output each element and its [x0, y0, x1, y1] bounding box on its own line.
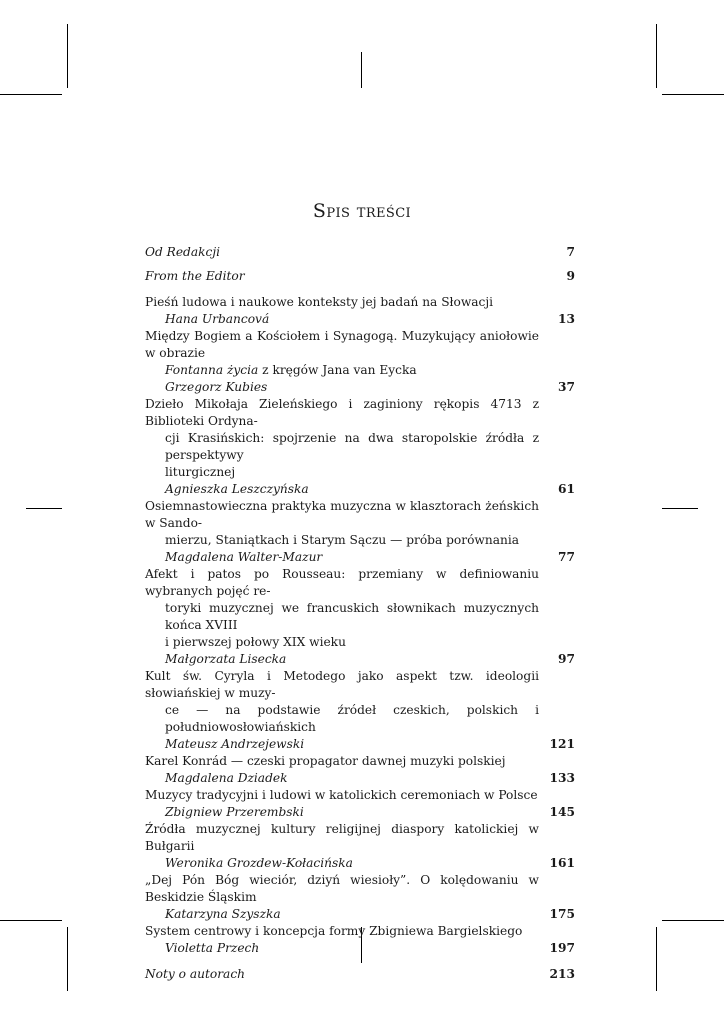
- toc-entry-article[interactable]: [145, 821, 575, 872]
- article-author: Hana Urbancová: [165, 312, 270, 326]
- toc-page-number: 161: [549, 856, 575, 870]
- toc-page-number: 175: [549, 907, 575, 921]
- article-title: Muzycy tradycyjni i ludowi w katolickich ceremoniach w Polsce: [145, 788, 538, 802]
- toc-entry-article[interactable]: [145, 787, 575, 821]
- toc-page-number: 37: [558, 380, 575, 394]
- toc-entry-article[interactable]: [145, 753, 575, 787]
- article-title: Osiemnastowieczna praktyka muzyczna w klasztorach żeńskich w Sando- mierzu, Staniątkach i Starym Sączu — próba porównania: [145, 499, 539, 547]
- article-author: Agnieszka Leszczyńska: [165, 482, 309, 496]
- article-title: Kult św. Cyryla i Metodego jako aspekt tzw. ideologii słowiańskiej w muzy- ce — na podstawie źródeł czeskich, polskich i południowosłowiańskich: [145, 669, 539, 734]
- article-title: Karel Konrád — czeski propagator dawnej muzyki polskiej: [145, 754, 506, 768]
- crop-mark-mid-right: [662, 508, 698, 509]
- article-author: Magdalena Dziadek: [165, 771, 288, 785]
- crop-mark-bottom-left: [67, 927, 68, 991]
- toc-entry-title: Od Redakcji: [145, 245, 221, 259]
- crop-mark-top-right-h: [662, 94, 724, 95]
- toc-entry-author-notes[interactable]: [145, 966, 575, 983]
- article-author: Weronika Grozdew-Kołacińska: [165, 856, 353, 870]
- article-author: Magdalena Walter-Mazur: [165, 550, 323, 564]
- toc-entry-article[interactable]: [145, 498, 575, 566]
- toc-page-number: 133: [549, 771, 575, 785]
- crop-mark-top-left: [67, 24, 68, 88]
- article-title: Afekt i patos po Rousseau: przemiany w definiowaniu wybranych pojęć re- toryki muzycznej we francuskich słownikach muzycznych końca XVIII i pierwszej połowy XIX wieku: [145, 567, 539, 649]
- toc-page-number: 9: [566, 269, 575, 283]
- toc-page-number: 121: [549, 737, 575, 751]
- crop-mark-mid-left: [26, 508, 62, 509]
- toc-page-number: 77: [558, 550, 575, 564]
- toc-page-number: 213: [549, 967, 575, 981]
- crop-mark-bottom-right-h: [662, 920, 724, 921]
- table-of-contents: [145, 244, 575, 990]
- toc-entry-article[interactable]: [145, 294, 575, 328]
- toc-entry-article[interactable]: [145, 872, 575, 923]
- toc-entry-article[interactable]: [145, 566, 575, 668]
- toc-page-number: 145: [549, 805, 575, 819]
- article-author: Mateusz Andrzejewski: [165, 737, 305, 751]
- toc-entry-editor[interactable]: [145, 268, 575, 285]
- article-title: Pieśń ludowa i naukowe konteksty jej badań na Słowacji: [145, 295, 494, 309]
- article-title: System centrowy i koncepcja formy Zbigniewa Bargielskiego: [145, 924, 523, 938]
- crop-mark-top-center: [361, 52, 362, 88]
- toc-page-number: 97: [558, 652, 575, 666]
- toc-page-number: 61: [558, 482, 575, 496]
- toc-page-number: 13: [558, 312, 575, 326]
- toc-entry-title: From the Editor: [145, 269, 245, 283]
- toc-page-number: 197: [549, 941, 575, 955]
- toc-entry-editorial[interactable]: [145, 244, 575, 261]
- article-author: Violetta Przech: [165, 941, 260, 955]
- toc-entry-article[interactable]: [145, 396, 575, 498]
- article-author: Grzegorz Kubies: [165, 380, 268, 394]
- toc-entry-article[interactable]: [145, 923, 575, 957]
- page-title: Spis treści: [312, 200, 412, 222]
- crop-mark-top-left-h: [0, 94, 62, 95]
- article-title: Między Bogiem a Kościołem i Synagogą. Muzykujący aniołowie w obrazie Fontanna życia z kręgów Jana van Eycka: [145, 329, 539, 377]
- toc-entry-title: Noty o autorach: [145, 967, 245, 981]
- article-author: Katarzyna Szyszka: [165, 907, 281, 921]
- article-title: Dzieło Mikołaja Zieleńskiego i zaginiony rękopis 4713 z Biblioteki Ordyna- cji Krasińskich: spojrzenie na dwa staropolskie źródła z perspektywy liturgicznej: [145, 397, 539, 479]
- article-title-italic: Fontanna życia: [165, 363, 259, 377]
- crop-mark-bottom-left-h: [0, 920, 62, 921]
- crop-mark-top-right: [656, 24, 657, 88]
- article-author: Zbigniew Przerembski: [165, 805, 304, 819]
- toc-entry-article[interactable]: [145, 668, 575, 753]
- article-title: Źródła muzycznej kultury religijnej diaspory katolickiej w Bułgarii: [145, 822, 539, 853]
- toc-entry-article[interactable]: [145, 328, 575, 396]
- article-author: Małgorzata Lisecka: [165, 652, 287, 666]
- toc-page-number: 7: [566, 245, 575, 259]
- crop-mark-bottom-right: [656, 927, 657, 991]
- article-title: „Dej Pón Bóg wieciór, dziyń wiesioły”. O kolędowaniu w Beskidzie Śląskim: [145, 873, 539, 904]
